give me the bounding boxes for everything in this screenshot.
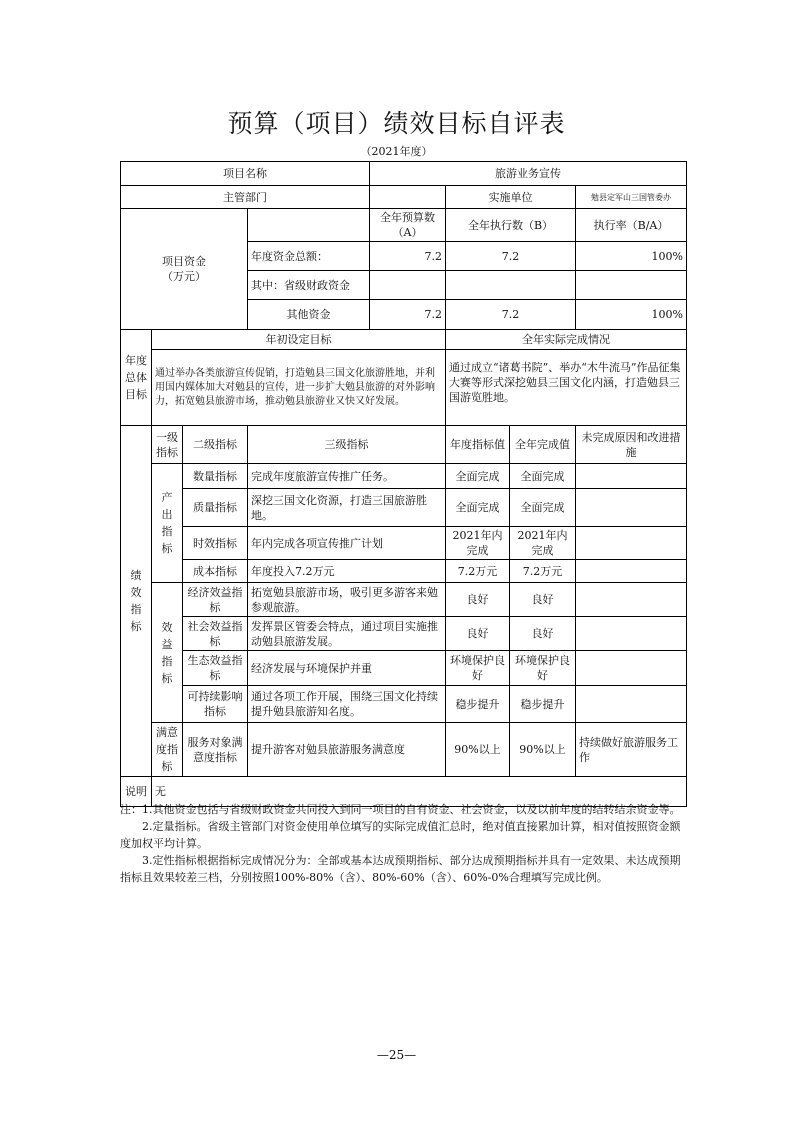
page-number: —25— xyxy=(376,1048,417,1062)
indicator-l2: 可持续影响指标 xyxy=(183,686,248,723)
funds-row-label: 年度资金总额： xyxy=(248,242,370,271)
indicator-l3: 经济发展与环境保护并重 xyxy=(248,651,446,686)
indicator-actual: 良好 xyxy=(510,617,576,651)
goals-head-actual: 全年实际完成情况 xyxy=(446,330,687,350)
indicator-l2: 生态效益指标 xyxy=(183,651,248,686)
indicator-reason xyxy=(576,560,687,583)
funds-head-exec: 全年执行数（B） xyxy=(446,209,576,242)
indicator-l2: 成本指标 xyxy=(183,560,248,583)
funds-head-budget: 全年预算数（A） xyxy=(370,209,446,242)
project-name-value: 旅游业务宣传 xyxy=(370,162,687,186)
perf-head-l2: 二级指标 xyxy=(183,426,248,464)
perf-head-l3: 三级指标 xyxy=(248,426,446,464)
page-title: 预算（项目）绩效目标自评表 xyxy=(227,109,566,138)
indicator-reason xyxy=(576,464,687,489)
indicator-reason xyxy=(576,686,687,723)
indicator-reason xyxy=(576,617,687,651)
indicator-l3: 深挖三国文化资源，打造三国旅游胜地。 xyxy=(248,489,446,527)
perf-head-reason: 未完成原因和改进措施 xyxy=(576,426,687,464)
impl-label: 实施单位 xyxy=(446,186,576,209)
perf-head-l1: 一级指标 xyxy=(152,426,183,464)
funds-row-budget: 7.2 xyxy=(370,300,446,330)
indicator-l3: 完成年度旅游宣传推广任务。 xyxy=(248,464,446,489)
funds-row-exec xyxy=(446,271,576,300)
indicator-l2: 服务对象满意度指标 xyxy=(183,723,248,777)
output-label: 产出指标 xyxy=(152,464,183,583)
satisfaction-label: 满意度指标 xyxy=(152,723,183,777)
indicator-reason xyxy=(576,651,687,686)
funds-row-exec: 7.2 xyxy=(446,300,576,330)
benefit-label: 效益指标 xyxy=(152,583,183,723)
goals-actual-text: 通过成立“诸葛书院”、举办“木牛流马”作品征集大赛等形式深挖勉县三国文化内涵，打造勉县三国游览胜地。 xyxy=(446,350,687,426)
indicator-target: 2021年内完成 xyxy=(446,527,510,560)
perf-head-actual: 全年完成值 xyxy=(510,426,576,464)
funds-row-exec: 7.2 xyxy=(446,242,576,271)
funds-row-budget: 7.2 xyxy=(370,242,446,271)
performance-table xyxy=(120,161,687,807)
indicator-actual: 全面完成 xyxy=(510,489,576,527)
indicator-reason: 持续做好旅游服务工作 xyxy=(576,723,687,777)
dept-value xyxy=(370,186,446,209)
indicator-actual: 环境保护良好 xyxy=(510,651,576,686)
indicator-l2: 社会效益指标 xyxy=(183,617,248,651)
indicator-l3: 拓宽勉县旅游市场，吸引更多游客来勉参观旅游。 xyxy=(248,583,446,617)
indicator-reason xyxy=(576,583,687,617)
indicator-l2: 质量指标 xyxy=(183,489,248,527)
indicator-l2: 数量指标 xyxy=(183,464,248,489)
explain-label: 说明 xyxy=(121,777,152,807)
indicator-l2: 经济效益指标 xyxy=(183,583,248,617)
indicator-reason xyxy=(576,527,687,560)
indicator-l3: 提升游客对勉县旅游服务满意度 xyxy=(248,723,446,777)
perf-label: 绩效指标 xyxy=(121,426,152,777)
indicator-l3: 通过各项工作开展，围绕三国文化持续提升勉县旅游知名度。 xyxy=(248,686,446,723)
funds-row-rate: 100% xyxy=(576,300,687,330)
indicator-l2: 时效指标 xyxy=(183,527,248,560)
indicator-actual: 90%以上 xyxy=(510,723,576,777)
note-item: 2.定量指标。省级主管部门对资金使用单位填写的实际完成值汇总时，绝对值直接累加计算，相对值按照资金额度加权平均计算。 xyxy=(120,820,681,850)
explain-value: 无 xyxy=(152,777,687,807)
impl-value: 勉县定军山三国管委办 xyxy=(576,186,687,209)
funds-row-rate xyxy=(576,271,687,300)
goals-set-text: 通过举办各类旅游宣传促销，打造勉县三国文化旅游胜地，并利用国内媒体加大对勉县的宣传，进一步扩大勉县旅游的对外影响力，拓宽勉县旅游市场，推动勉县旅游业又快又好发展。 xyxy=(152,350,446,426)
funds-row-rate: 100% xyxy=(576,242,687,271)
funds-row-label: 其中：省级财政资金 xyxy=(248,271,370,300)
indicator-target: 稳步提升 xyxy=(446,686,510,723)
funds-row-budget xyxy=(370,271,446,300)
indicator-l3: 年度投入7.2万元 xyxy=(248,560,446,583)
indicator-actual: 7.2万元 xyxy=(510,560,576,583)
dept-label: 主管部门 xyxy=(121,186,370,209)
indicator-target: 良好 xyxy=(446,583,510,617)
indicator-actual: 全面完成 xyxy=(510,464,576,489)
funds-row-label: 其他资金 xyxy=(248,300,370,330)
indicator-reason xyxy=(576,489,687,527)
goals-label: 年度总体目标 xyxy=(121,330,152,426)
indicator-target: 全面完成 xyxy=(446,489,510,527)
funds-head-rate: 执行率（B/A） xyxy=(576,209,687,242)
indicator-l3: 年内完成各项宣传推广计划 xyxy=(248,527,446,560)
indicator-target: 良好 xyxy=(446,617,510,651)
indicator-actual: 稳步提升 xyxy=(510,686,576,723)
funds-label: 项目资金 （万元） xyxy=(121,209,248,330)
note-item: 注：1.其他资金包括与省级财政资金共同投入到同一项目的自有资金、社会资金，以及以前年度的结转结余资金等。 xyxy=(120,803,681,816)
goals-head-set: 年初设定目标 xyxy=(152,330,446,350)
year-label: （2021年度） xyxy=(360,145,433,158)
indicator-target: 环境保护良好 xyxy=(446,651,510,686)
notes xyxy=(120,801,688,886)
indicator-target: 7.2万元 xyxy=(446,560,510,583)
perf-head-target: 年度指标值 xyxy=(446,426,510,464)
note-item: 3.定性指标根据指标完成情况分为：全部或基本达成预期指标、部分达成预期指标并具有一定效果、未达成预期指标且效果较差三档，分别按照100%-80%（含）、80%-60%（含）、60%-0%合理填写完成比例。 xyxy=(120,854,681,884)
project-name-label: 项目名称 xyxy=(121,162,370,186)
indicator-target: 全面完成 xyxy=(446,464,510,489)
indicator-actual: 良好 xyxy=(510,583,576,617)
indicator-actual: 2021年内完成 xyxy=(510,527,576,560)
indicator-l3: 发挥景区管委会特点，通过项目实施推动勉县旅游发展。 xyxy=(248,617,446,651)
indicator-target: 90%以上 xyxy=(446,723,510,777)
